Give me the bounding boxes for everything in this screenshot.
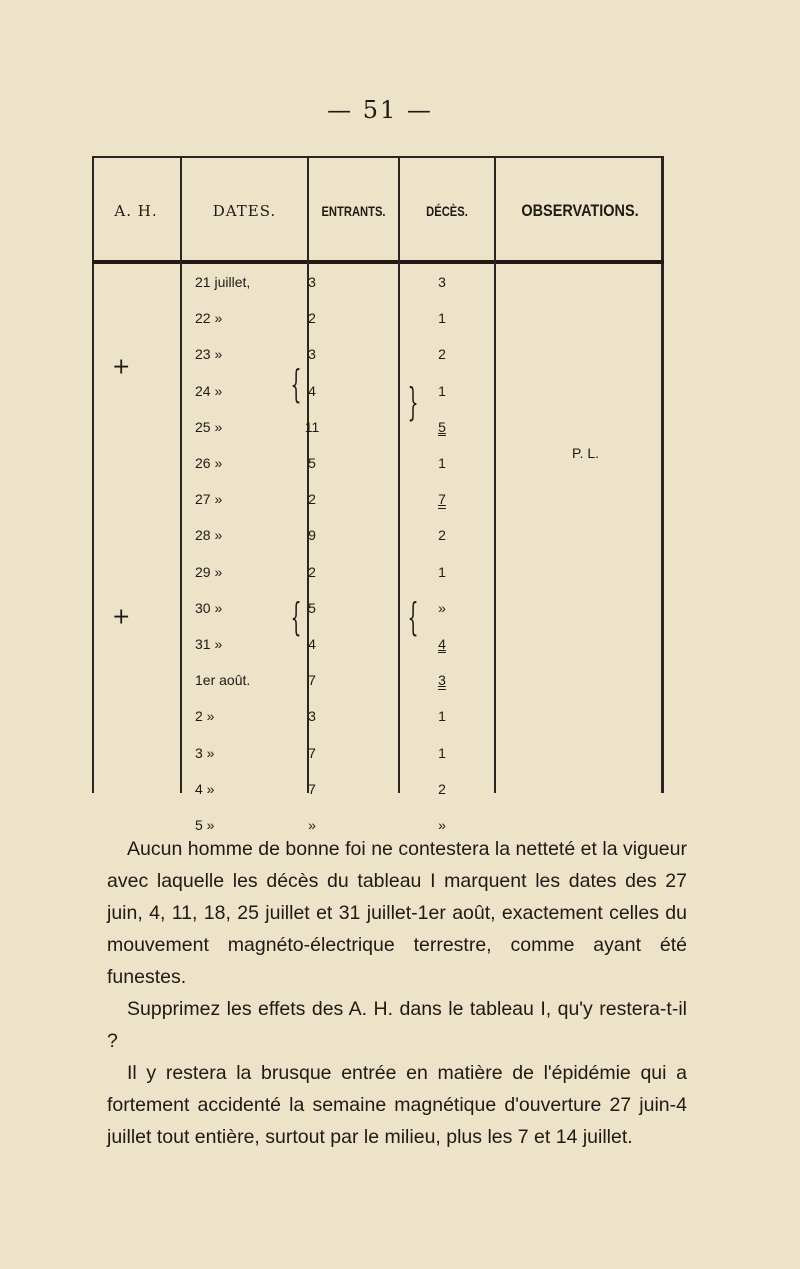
header-entrants: ENTRANTS. [321, 203, 386, 219]
row-date: 25 » [195, 418, 223, 435]
header-dates: DATES. [212, 202, 277, 220]
row-date: 22 » [195, 310, 223, 327]
table-right-border [661, 156, 664, 793]
row-deces: 1 [438, 708, 446, 725]
row-entrants: 3 [308, 708, 316, 725]
column-divider [494, 156, 496, 793]
brace-bracket: } [407, 380, 419, 424]
row-deces: 1 [438, 382, 446, 399]
header-ah: A. H. [114, 202, 158, 220]
row-date: 2 » [195, 708, 215, 725]
row-deces: 5 [438, 418, 446, 435]
row-deces: 3 [438, 274, 446, 290]
row-date: 1er août. [195, 672, 251, 689]
row-entrants: 2 [308, 491, 316, 508]
row-deces: 4 [438, 636, 446, 652]
observation-note: P. L. [572, 445, 599, 461]
table-top-border [92, 156, 664, 158]
data-table [92, 156, 664, 833]
row-entrants: 7 [308, 744, 316, 761]
row-date: 24 » [195, 382, 223, 399]
row-entrants: 4 [308, 636, 316, 652]
row-date: 23 » [195, 346, 223, 363]
ah-mark: + [112, 354, 131, 380]
row-entrants: 7 [308, 672, 316, 689]
row-deces: 7 [438, 491, 446, 508]
row-date: 27 » [195, 491, 223, 508]
row-deces: 1 [438, 744, 446, 761]
row-date: 21 juillet, [195, 274, 251, 290]
row-entrants: 5 [308, 599, 316, 616]
row-entrants: 11 [304, 418, 320, 435]
row-deces: 1 [438, 455, 446, 471]
brace-bracket: { [290, 362, 302, 406]
page-number: — 51 — [327, 96, 433, 124]
row-entrants: 2 [308, 563, 316, 580]
header-observations: OBSERVATIONS. [521, 201, 639, 220]
row-entrants: 9 [308, 527, 316, 544]
row-date: 3 » [195, 744, 215, 761]
paragraph: Supprimez les effets des A. H. dans le tableau I, qu'y restera-t-il ? [107, 998, 687, 1052]
row-date: 30 » [195, 599, 223, 616]
row-deces: » [438, 817, 446, 833]
brace-bracket: { [407, 595, 419, 639]
header-rule [92, 260, 664, 264]
row-deces: » [438, 599, 446, 616]
row-deces: 2 [438, 527, 446, 544]
row-date: 29 » [195, 563, 223, 580]
row-date: 28 » [195, 527, 223, 544]
row-deces: 2 [438, 780, 446, 797]
body-text [107, 833, 687, 1153]
row-deces: 3 [438, 672, 446, 689]
row-entrants: 4 [308, 382, 316, 399]
row-date: 31 » [195, 636, 223, 652]
row-entrants: 3 [308, 274, 316, 290]
paragraph: Il y restera la brusque entrée en matière de l'épidémie qui a fortement accidenté la semaine magnétique d'ouverture 27 juin-4 juillet tout entière, surtout par le milieu, plus les 7 et 14 juillet. [107, 1062, 687, 1148]
column-divider [307, 156, 309, 793]
ah-mark: + [112, 604, 131, 630]
row-entrants: 3 [308, 346, 316, 363]
row-date: 26 » [195, 455, 223, 471]
row-date: 5 » [195, 817, 215, 833]
row-date: 4 » [195, 780, 215, 797]
row-deces: 1 [438, 563, 446, 580]
row-deces: 2 [438, 346, 446, 363]
row-entrants: 5 [308, 455, 316, 471]
row-entrants: 2 [308, 310, 316, 327]
row-entrants: 7 [308, 780, 316, 797]
paragraph: Aucun homme de bonne foi ne contestera la netteté et la vigueur avec laquelle les décès du tableau I marquent les dates des 27 juin, 4, 11, 18, 25 juillet et 31 juillet-1er août, exactement celles du mouvement magnéto-électrique terrestre, comme ayant été funestes. [107, 838, 687, 988]
row-deces: 1 [438, 310, 446, 327]
row-entrants: » [308, 817, 316, 833]
column-divider [398, 156, 400, 793]
header-deces: DÉCÈS. [426, 203, 468, 219]
brace-bracket: { [290, 595, 302, 639]
